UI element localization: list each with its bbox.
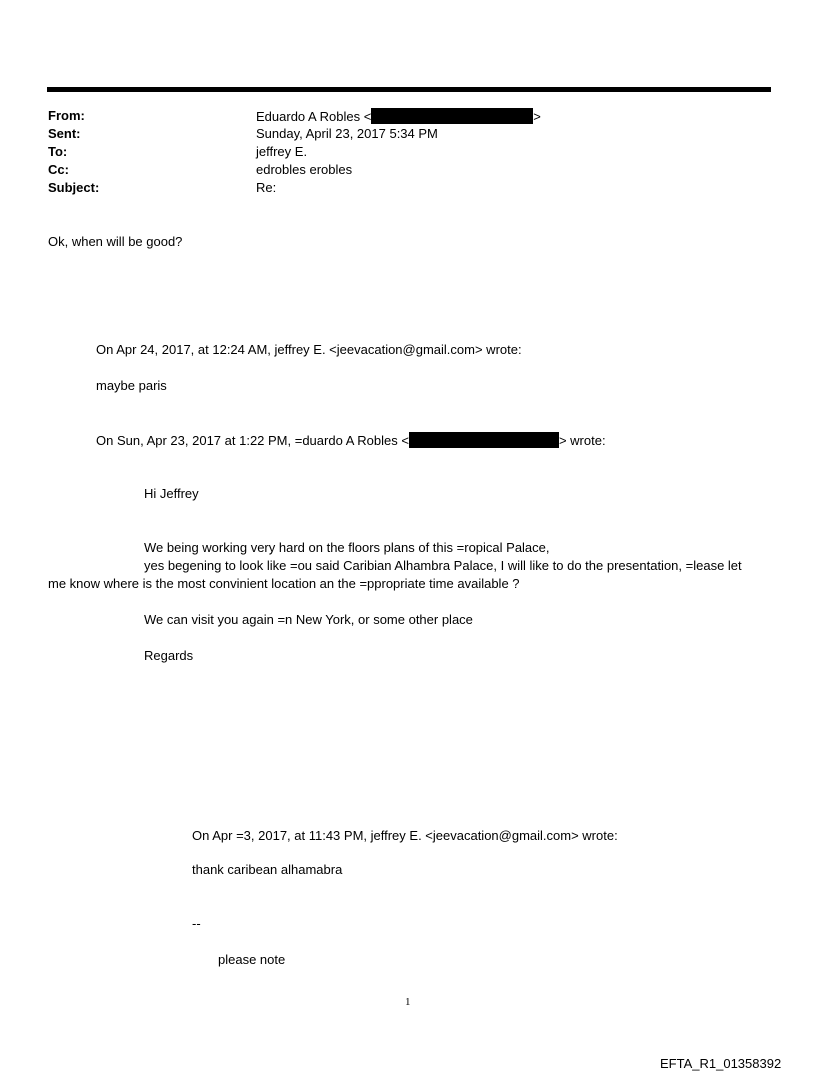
signature-separator: -- — [192, 916, 201, 931]
quote3-body: thank caribean alhamabra — [192, 862, 343, 877]
to-label: To: — [48, 144, 68, 159]
from-name: Eduardo A Robles < — [256, 109, 372, 124]
to-value: jeffrey E. — [256, 144, 308, 159]
subject-value: Re: — [256, 180, 277, 195]
quote2-header-end: > wrote: — [558, 433, 606, 448]
quote1-body: maybe paris — [96, 378, 167, 393]
para2: We can visit you again =n New York, or some other place — [144, 612, 473, 627]
header-rule — [47, 87, 771, 92]
para1-line2: yes begening to look like =ou said Caribian Alhambra Palace, I will like to do the presentation, =lease let — [144, 558, 742, 573]
redaction-block — [409, 432, 559, 448]
quote3-header: On Apr =3, 2017, at 11:43 PM, jeffrey E. <jeevacation@gmail.com> wrote: — [192, 828, 618, 843]
cc-label: Cc: — [48, 162, 69, 177]
greeting: Hi Jeffrey — [144, 486, 199, 501]
quote2-header — [96, 432, 606, 449]
redaction-block — [371, 108, 533, 124]
para1-line3: me know where is the most convinient location an the =ppropriate time available ? — [48, 576, 520, 591]
from-label: From: — [48, 108, 85, 123]
page-number: 1 — [405, 996, 411, 1008]
reply-text: Ok, when will be good? — [48, 234, 183, 249]
signature-note: please note — [218, 952, 286, 967]
subject-label: Subject: — [48, 180, 100, 195]
quote1-header: On Apr 24, 2017, at 12:24 AM, jeffrey E. <jeevacation@gmail.com> wrote: — [96, 342, 522, 357]
para1-line1: We being working very hard on the floors plans of this =ropical Palace, — [144, 540, 550, 555]
from-close: > — [533, 109, 541, 124]
sent-value: Sunday, April 23, 2017 5:34 PM — [256, 126, 438, 141]
signoff: Regards — [144, 648, 194, 663]
sent-label: Sent: — [48, 126, 81, 141]
quote2-header-start: On Sun, Apr 23, 2017 at 1:22 PM, =duardo A Robles < — [96, 433, 409, 448]
cc-value: edrobles erobles — [256, 162, 353, 177]
from-value — [256, 108, 541, 125]
bates-number: EFTA_R1_01358392 — [660, 1056, 782, 1071]
